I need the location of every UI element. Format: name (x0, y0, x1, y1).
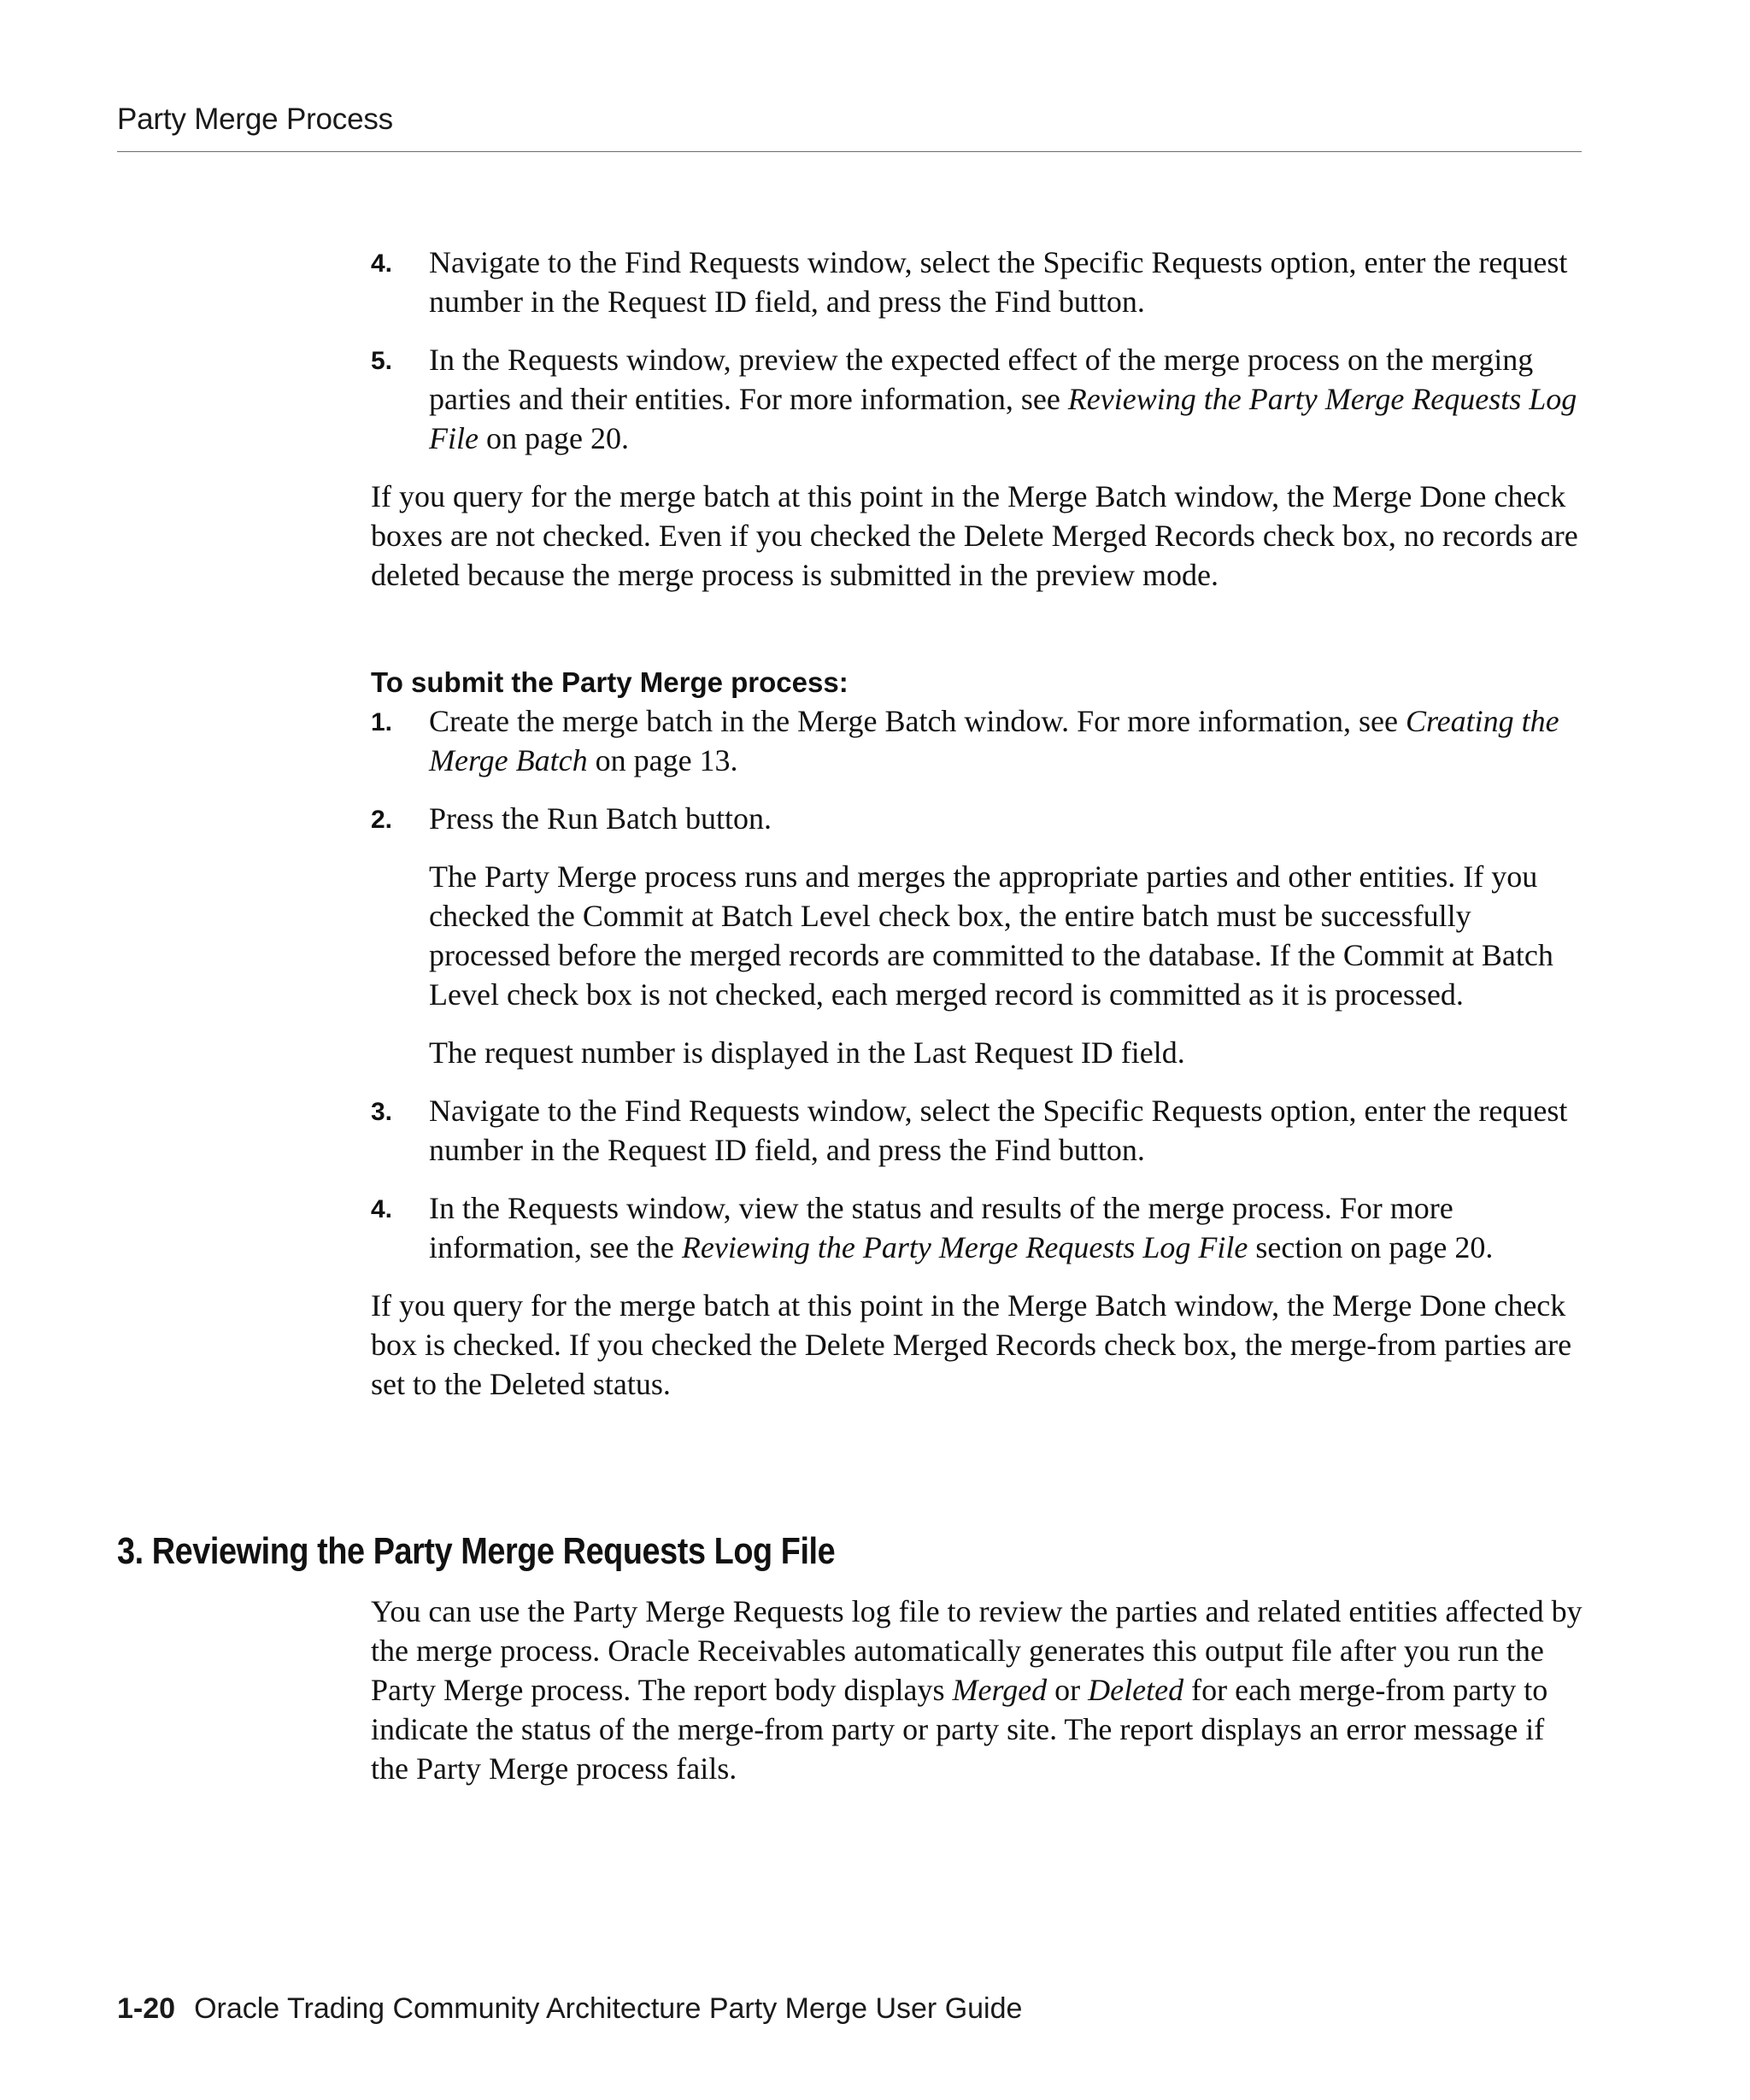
step-text-part: on page 13. (587, 743, 738, 777)
step-item (371, 1188, 1583, 1267)
step-text: Navigate to the Find Requests window, select the Specific Requests option, enter the request number in the Request ID field, and press the Find button. (429, 245, 1568, 319)
status-term-deleted: Deleted (1088, 1673, 1184, 1707)
cross-reference-link[interactable]: Reviewing the Party Merge Requests Log File (429, 382, 1577, 455)
step-text-part: In the Requests window, view the status and results of the merge process. For more information, see the (429, 1191, 1453, 1264)
body-paragraph (371, 1592, 1583, 1788)
step-number: 1. (371, 708, 393, 736)
page-footer (117, 1992, 1022, 2026)
step-text (429, 1188, 1583, 1267)
step-number: 5. (371, 347, 393, 375)
paragraph-text-part: You can use the Party Merge Requests log file to review the parties and related entities affected by the merge process. Oracle Receivables automatically generates this output file after you run the Party Merge process. The report body displays (371, 1594, 1583, 1707)
header-rule (117, 151, 1582, 152)
step-text-part: In the Requests window, preview the expected effect of the merge process on the merging parties and their entities. For more information, see (429, 343, 1534, 416)
step-item (371, 1091, 1583, 1170)
step-text (429, 701, 1583, 780)
step-number: 2. (371, 806, 393, 834)
cross-reference-link[interactable]: Creating the Merge Batch (429, 704, 1559, 777)
running-header: Party Merge Process (117, 103, 393, 136)
step-item (371, 340, 1583, 458)
status-term-merged: Merged (952, 1673, 1048, 1707)
step-text (429, 799, 1583, 1072)
preview-steps-block (371, 243, 1583, 613)
step-text (429, 340, 1583, 458)
page-number: 1-20 (117, 1992, 176, 2025)
step-item (371, 243, 1583, 321)
paragraph-text-part: for each merge-from party to indicate the status of the merge-from party or party site. The report displays an error message if the Party Merge process fails. (371, 1673, 1548, 1786)
step-text: Navigate to the Find Requests window, select the Specific Requests option, enter the request number in the Request ID field, and press the Find button. (429, 1094, 1568, 1167)
step-number: 4. (371, 1195, 393, 1223)
paragraph-text-part: or (1047, 1673, 1089, 1707)
section-body (371, 1592, 1583, 1807)
step-detail-paragraph: The Party Merge process runs and merges the appropriate parties and other entities. If you checked the Commit at Batch Level check box, the entire batch must be successfully processed before the merged records are committed to the database. If the Commit at Batch Level check box is not checked, each merged record is committed as it is processed. (429, 859, 1553, 1012)
step-item (371, 701, 1583, 780)
cross-reference-link[interactable]: Reviewing the Party Merge Requests Log File (681, 1230, 1248, 1264)
body-paragraph: If you query for the merge batch at this point in the Merge Batch window, the Merge Done check box is checked. If you checked the Delete Merged Records check box, the merge-from parties are set to the Deleted status. (371, 1288, 1572, 1401)
procedure-title: To submit the Party Merge process: (371, 666, 849, 698)
submit-procedure-block (371, 664, 1583, 1422)
step-number: 4. (371, 249, 393, 278)
step-text-part: Create the merge batch in the Merge Batch window. For more information, see (429, 704, 1406, 738)
step-text-part: Press the Run Batch button. (429, 801, 772, 836)
step-number: 3. (371, 1098, 393, 1126)
step-text-part: section on page 20. (1248, 1230, 1494, 1264)
step-detail-paragraph: The request number is displayed in the Last Request ID field. (429, 1035, 1185, 1070)
step-item (371, 799, 1583, 1072)
body-paragraph: If you query for the merge batch at this point in the Merge Batch window, the Merge Done check boxes are not checked. Even if you checked the Delete Merged Records check box, no records are deleted because the merge process is submitted in the preview mode. (371, 479, 1578, 592)
book-title: Oracle Trading Community Architecture Party Merge User Guide (194, 1992, 1023, 2025)
step-text-part: on page 20. (478, 421, 629, 455)
section-heading: 3. Reviewing the Party Merge Requests Log File (117, 1530, 836, 1572)
